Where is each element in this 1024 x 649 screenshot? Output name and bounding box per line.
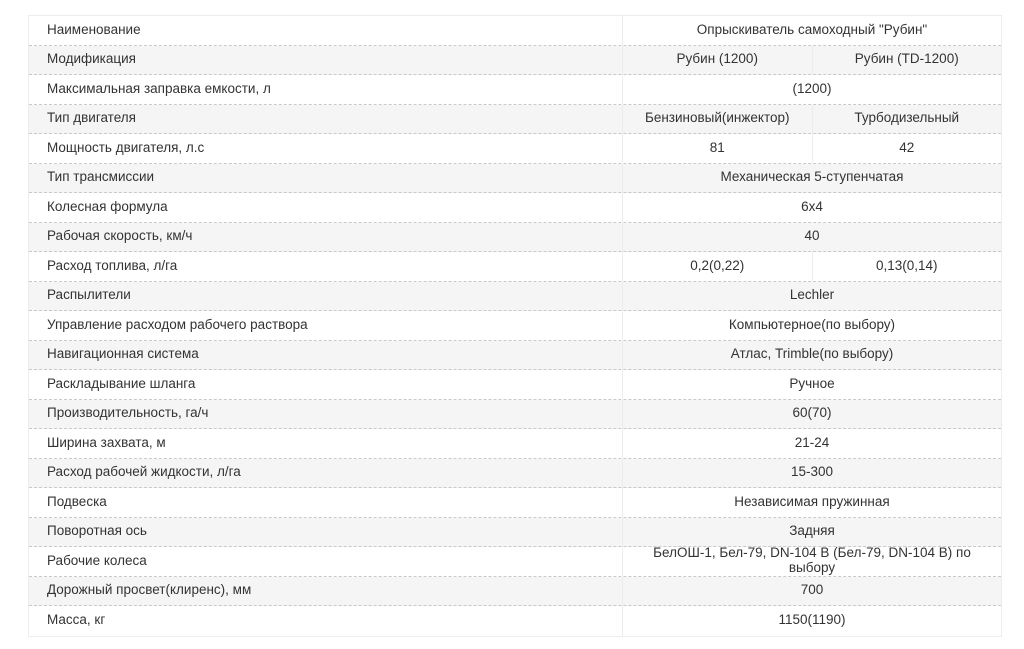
row-label: Рабочая скорость, км/ч xyxy=(29,223,623,252)
row-value: 6x4 xyxy=(801,198,823,214)
row-label: Максимальная заправка емкости, л xyxy=(29,75,623,104)
row-label: Распылители xyxy=(29,282,623,311)
row-values xyxy=(623,341,1001,370)
row-values xyxy=(623,429,1001,458)
row-value: Задняя xyxy=(789,523,835,539)
row-value: (1200) xyxy=(792,80,832,96)
row-values xyxy=(623,518,1001,547)
row-value: Ручное xyxy=(789,375,835,391)
row-value: Lechler xyxy=(789,287,835,303)
row-values xyxy=(623,134,1001,163)
row-value: 15-300 xyxy=(790,464,834,480)
row-value: БелОШ-1, Бел-79, DN-104 В (Бел-79, DN-104 В) по выбору xyxy=(653,545,971,576)
table-row xyxy=(29,341,1001,371)
row-values xyxy=(623,282,1001,311)
table-row xyxy=(29,46,1001,76)
row-values xyxy=(623,547,1001,576)
row-value: Турбодизельный xyxy=(812,105,1002,134)
table-row xyxy=(29,606,1001,636)
row-values xyxy=(623,105,1001,134)
table-row xyxy=(29,252,1001,282)
table-row xyxy=(29,223,1001,253)
row-label: Модификация xyxy=(29,46,623,75)
table-row xyxy=(29,193,1001,223)
row-label: Поворотная ось xyxy=(29,518,623,547)
row-value: Рубин (1200) xyxy=(676,51,758,67)
table-row xyxy=(29,105,1001,135)
row-label: Ширина захвата, м xyxy=(29,429,623,458)
row-value: Опрыскиватель самоходный "Рубин" xyxy=(696,21,928,37)
row-value: Бензиновый(инжектор) xyxy=(644,110,790,126)
row-label: Тип трансмиссии xyxy=(29,164,623,193)
table-row xyxy=(29,164,1001,194)
row-values xyxy=(623,223,1001,252)
table-row xyxy=(29,577,1001,607)
row-values xyxy=(623,459,1001,488)
row-label: Мощность двигателя, л.с xyxy=(29,134,623,163)
table-row xyxy=(29,311,1001,341)
row-value: Механическая 5-ступенчатая xyxy=(720,169,904,185)
table-row xyxy=(29,16,1001,46)
row-values xyxy=(623,577,1001,606)
row-value: Компьютерное(по выбору) xyxy=(728,316,896,332)
row-value: 0,13(0,14) xyxy=(812,252,1002,281)
row-value: 42 xyxy=(812,134,1002,163)
table-row xyxy=(29,488,1001,518)
row-value: Независимая пружинная xyxy=(734,493,890,509)
row-values xyxy=(623,370,1001,399)
row-values xyxy=(623,164,1001,193)
table-row xyxy=(29,429,1001,459)
row-value: 1150(1190) xyxy=(778,612,846,628)
table-row xyxy=(29,400,1001,430)
table-row xyxy=(29,75,1001,105)
row-value: 81 xyxy=(709,139,725,155)
row-label: Дорожный просвет(клиренс), мм xyxy=(29,577,623,606)
row-label: Подвеска xyxy=(29,488,623,517)
table-row xyxy=(29,459,1001,489)
row-values xyxy=(623,252,1001,281)
row-values xyxy=(623,193,1001,222)
row-values xyxy=(623,16,1001,45)
table-row xyxy=(29,134,1001,164)
row-value: 700 xyxy=(800,582,824,598)
row-values xyxy=(623,46,1001,75)
row-value: Рубин (TD-1200) xyxy=(812,46,1002,75)
row-label: Масса, кг xyxy=(29,606,623,636)
table-row xyxy=(29,282,1001,312)
row-label: Рабочие колеса xyxy=(29,547,623,576)
table-row xyxy=(29,370,1001,400)
spec-table xyxy=(28,15,1002,637)
row-values xyxy=(623,606,1001,636)
row-values xyxy=(623,311,1001,340)
row-value: 21-24 xyxy=(794,434,830,450)
table-row xyxy=(29,518,1001,548)
row-values xyxy=(623,400,1001,429)
row-label: Управление расходом рабочего раствора xyxy=(29,311,623,340)
row-label: Расход топлива, л/га xyxy=(29,252,623,281)
row-label: Расход рабочей жидкости, л/га xyxy=(29,459,623,488)
row-label: Раскладывание шланга xyxy=(29,370,623,399)
row-label: Колесная формула xyxy=(29,193,623,222)
row-value: 40 xyxy=(804,228,820,244)
row-value: Атлас, Trimble(по выбору) xyxy=(730,346,894,362)
row-value: 0,2(0,22) xyxy=(690,257,745,273)
table-row xyxy=(29,547,1001,577)
row-values xyxy=(623,75,1001,104)
row-label: Наименование xyxy=(29,16,623,45)
row-label: Тип двигателя xyxy=(29,105,623,134)
row-label: Производительность, га/ч xyxy=(29,400,623,429)
row-label: Навигационная система xyxy=(29,341,623,370)
row-values xyxy=(623,488,1001,517)
row-value: 60(70) xyxy=(792,405,832,421)
